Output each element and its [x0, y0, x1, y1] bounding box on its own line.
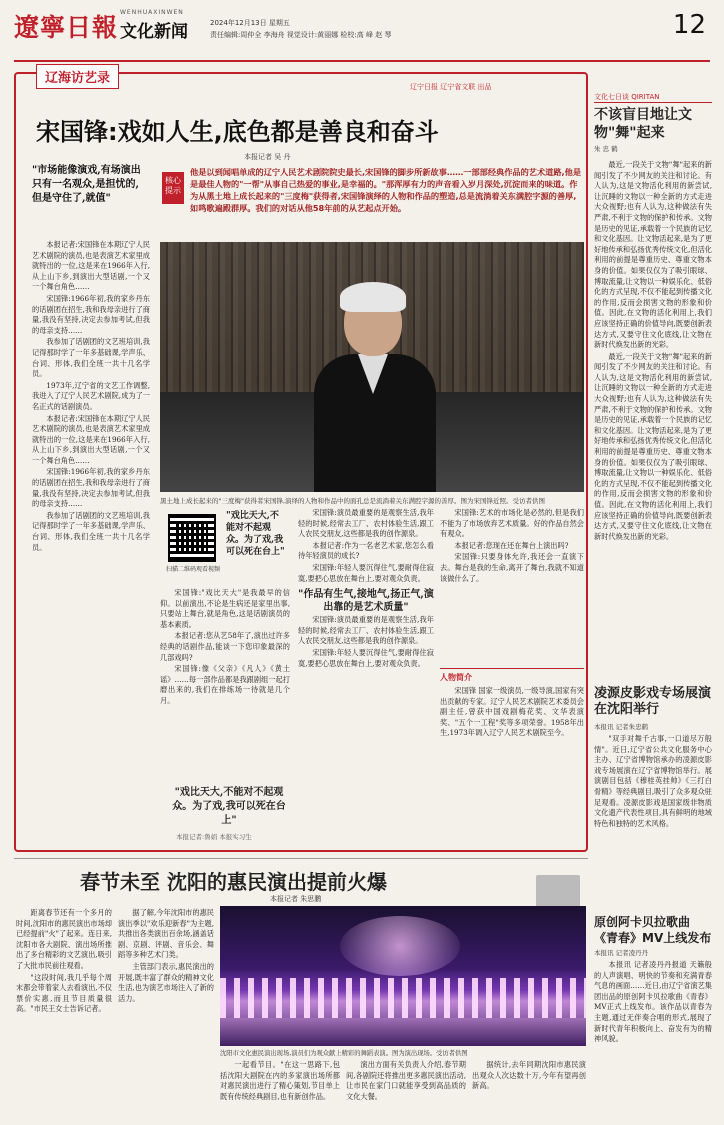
stage-light [340, 916, 460, 976]
bottom-headline: 春节未至 沈阳的惠民演出提前火爆 [80, 870, 387, 894]
paragraph: 最近,一段关于文物"舞"起来的新闻引发了不少网友的关注和讨论。有人认为,这是文物活化利用的新尝试,让沉睡的文物以一种全新的方式走进大众视野;也有人认为,这种做法有失严肃,不利于文物的保护和传承。文物是历史的见证,承载着一个民族的记忆和文化基因。让文物活起来,是为了更好地传承和弘扬优秀传统文化,但活化利用的前提是尊重历史、尊重文物本身的价值。如果仅仅为了吸引眼球、博取流量,让文物以一种娱乐化、低俗化的方式呈现,不仅不能起到传播文化的作用,反而会损害文物的形象和价值。因此,在文物的活化利用上,我们应该坚持正确的价值导向,既要创新表达方式,又要守住文化底线,让文物在新时代焕发出新的光彩。 [594, 160, 712, 350]
paragraph: 宋国锋:演员最重要的是观察生活,我年轻的时候,经常去工厂、农村体验生活,跟工人农民交朋友,这些都是我的创作源泉。 [298, 615, 434, 646]
right-column-rule [594, 102, 712, 103]
bottom-byline: 本报记者 朱思鹏 [270, 895, 322, 903]
paragraph: 主管部门表示,惠民演出的开展,既丰富了群众的精神文化生活,也为演艺市场注入了新的活力。 [118, 961, 214, 1003]
core-summary: 他是以到闻唱单成的辽宁人民艺术剧院院史最长,宋国锋的脚步所新故事……一部部经典作品的艺术道路,他是是最佳人物的"一帮"从事自己热爱的事业,是幸福的。"那浑厚有力的声音看入岁月深处,沉淀而来的味道。作为从黑土地上成长起来的"三度梅"获得者,宋国锋演绎的人物和作品的塑造,总是流淌着关东满腔字源的善厚,如鸣歌遍殿群厚。我们的对话从他58年前的从艺起点开始。 [190, 167, 582, 213]
feature-article [14, 72, 588, 852]
feature-column-1 [32, 240, 150, 844]
paragraph: 本报讯 记者凌丹丹报道 天籁般的人声演唱、明快的节奏和充满青春气息的画面……近日,由辽宁省演艺集团出品的原创阿卡贝拉歌曲《青春》MV正式上线发布。该作品以青春为主题,通过无伴奏合唱的形式,展现了新时代青年积极向上、奋发有为的精神风貌。 [594, 960, 712, 1044]
bio-text-wrap [440, 686, 584, 886]
bottom-column-2 [118, 908, 214, 1118]
bottom-column-1 [16, 908, 112, 1118]
paragraph: 宋国锋:"戏比天大"是我最早的信仰。以前演出,不论是生病还是家里出事,只要站上舞台,就是角色,这是话剧演员的基本素质。 [160, 588, 290, 629]
staff-line: 责任编辑:周仲全 李海舟 视觉设计:黄丽娜 检校:高 峰 赵 琴 [210, 31, 392, 39]
highlight-quote-author: 本报记者:鲁娟 本报实习生 [176, 833, 252, 841]
figure-hair [340, 282, 406, 312]
paragraph: "这段时间,我几乎每个周末都会带着家人去看演出,不仅票价实惠,而且节目质量很高。"市民王女士告诉记者。 [16, 972, 112, 1014]
paragraph: 宋国锋:只要身体允许,我还会一直演下去。舞台是我的生命,离开了舞台,我就不知道该做什么了。 [440, 552, 584, 583]
paragraph: 宋国锋:演员最重要的是观察生活,我年轻的时候,经常去工厂、农村体验生活,跟工人农民交朋友,这些都是我的创作源泉。 [298, 508, 434, 539]
right-author-3: 本报讯 记者凌丹丹 [594, 949, 649, 957]
paragraph: 宋国锋:像《父亲》《凡人》《黄土谣》……每一部作品都是我跟剧组一起打磨出来的,我们在排练场一待就是几个月。 [160, 664, 290, 705]
paragraph: 距离春节还有一个多月的时间,沈阳市的惠民演出市场却已经提前"火"了起来。连日来,沈阳市各大剧院、演出场所推出了多台精彩的文艺演出,吸引了大批市民前往观看。 [16, 908, 112, 970]
feature-headline: 宋国锋:戏如人生,底色都是善良和奋斗 [36, 118, 439, 146]
qr-caption: 扫描二维码观看视频 [166, 566, 221, 573]
stage-dancers [220, 978, 586, 1018]
right-headline-2: 凌源皮影戏专场展演在沈阳举行 [594, 686, 712, 717]
section-title: 文化新闻 [120, 22, 188, 42]
right-author-2: 本报讯 记者朱忠鹤 [594, 723, 649, 731]
paragraph: 宋国锋:1966年初,我的家乡丹东的话剧团在招生,我和我母亲进行了商量,我没有坚持,决定去参加考试,但我的母亲支持…… [32, 467, 150, 509]
right-headline-3: 原创阿卡贝拉歌曲《青春》MV上线发布 [594, 915, 712, 945]
right-body-3 [594, 960, 712, 1118]
paragraph: 据了解,今年沈阳市的惠民演出季以"欢乐迎新春"为主题,共推出各类演出百余场,涵盖话剧、京剧、评剧、音乐会、舞蹈等多种艺术门类。 [118, 908, 214, 960]
right-body-1 [594, 160, 712, 680]
paragraph: 宋国锋:年轻人要沉得住气,要耐得住寂寞,要把心思放在舞台上,要对观众负责。 [298, 647, 434, 668]
bio-title: 人物简介 [440, 673, 472, 682]
right-body-2 [594, 734, 712, 906]
qr-code[interactable] [168, 514, 216, 562]
paragraph: 最近,一段关于文物"舞"起来的新闻引发了不少网友的关注和讨论。有人认为,这是文物活化利用的新尝试,让沉睡的文物以一种全新的方式走进大众视野;也有人认为,这种做法有失严肃,不利于文物的保护和传承。文物是历史的见证,承载着一个民族的记忆和文化基因。让文物活起来,是为了更好地传承和弘扬优秀传统文化,但活化利用的前提是尊重历史、尊重文物本身的价值。如果仅仅为了吸引眼球、博取流量,让文物以一种娱乐化、低俗化的方式呈现,不仅不能起到传播文化的作用,反而会损害文物的形象和价值。因此,在文物的活化利用上,我们应该坚持正确的价值导向,既要创新表达方式,又要守住文化底线,让文物在新时代焕发出新的光彩。 [594, 351, 712, 541]
masthead [14, 6, 710, 60]
right-headline-1: 不该盲目地让文物"舞"起来 [594, 107, 692, 141]
paragraph: 本报记者:宋国锋在本期辽宁人民艺术剧院的演员,也是表演艺术家里成就特出的一位,这是来在1966年入行,从上山下乡,到演出大型话剧,一个又一个舞台角色…… [32, 240, 150, 292]
paragraph: 宋国锋:艺术的市场化是必然的,但是我们不能为了市场放弃艺术质量。好的作品自然会有观众。 [440, 508, 584, 539]
newspaper-logo: 遼寧日報 [14, 13, 119, 42]
photo-caption: 黑土地上成长起来的"三度梅"获得者宋国锋,演绎的人物和作品中的面孔总是流淌着关东满腔字源的善厚。图为宋国锋近照。受访者供图 [160, 497, 546, 505]
page-number: 12 [672, 10, 706, 40]
quote-side: "戏比天大,不能对不起观众。为了戏,我可以死在台上" [226, 511, 285, 557]
stage-photo [220, 906, 586, 1046]
bottom-rule [14, 858, 588, 859]
paragraph: 本报记者:宋国锋在本期辽宁人民艺术剧院的演员,也是表演艺术家里成就特出的一位,这是来在1966年入行,从上山下乡,到演出大型话剧,一个又一个舞台角色…… [32, 413, 150, 465]
stage-photo-caption: 沈阳市文化惠民演出现场,演员们为观众献上精彩的舞蹈表演。图为演出现场。受访者供图 [220, 1050, 468, 1057]
paragraph: 我参加了话剧团的文艺班培训,我记得那时学了一年多基础课,学声乐、台词、形体,我们全班一共十几名学员。 [32, 337, 150, 379]
paragraph: 本报记者:作为一名老艺术家,您怎么看待年轻演员的成长? [298, 540, 434, 561]
bottom-column-4 [346, 1060, 466, 1120]
bio-text: 宋国锋 国家一级演员,一级导演,国家有突出贡献的专家。辽宁人民艺术剧院艺术委员会副主任,曾获中国戏剧梅花奖、文华表演奖、"五个一工程"奖等多项荣誉。1958年出生,1973年调入辽宁人民艺术剧院至今。 [440, 686, 584, 738]
paragraph: 据统计,去年同期沈阳市惠民演出观众人次达数十万,今年有望再创新高。 [472, 1060, 586, 1091]
column-tag: 辽宁日报 辽宁省文联 出品 [410, 83, 492, 91]
core-badge: 核心提示 [162, 172, 184, 204]
portrait-figure [310, 282, 440, 492]
column-badge: 辽海访艺录 [36, 64, 119, 89]
paragraph: 宋国锋:年轻人要沉得住气,要耐得住寂寞,要把心思放在舞台上,要对观众负责。 [298, 562, 434, 583]
right-column-tag: 文化七日谈 QIRITAN [594, 93, 660, 101]
bio-box [440, 668, 584, 920]
paragraph: 本报记者:您现在还在舞台上演出吗? [454, 540, 569, 550]
paragraph: "双手对舞千古事,一口道尽万般情"。近日,辽宁省公共文化服务中心主办、辽宁省博物馆承办的凌源皮影戏专场展演在辽宁省博物馆举行。展演剧目包括《穆桂英挂帅》《三打白骨精》等经典剧目,吸引了众多观众驻足观看。凌源皮影戏是国家级非物质文化遗产代表性项目,具有鲜明的地域特色和独特的艺术风格。 [594, 734, 712, 828]
paragraph: 一起看节目。"在这一思路下,包括沈阳大剧院在内的多家演出场所都对惠民演出进行了精心策划,节目单上既有传统经典剧目,也有新创作品。 [220, 1060, 340, 1101]
feature-byline: 本报记者 吴 丹 [244, 153, 291, 161]
portrait-photo [160, 242, 584, 492]
bottom-column-5 [472, 1060, 586, 1120]
masthead-rule [14, 60, 710, 62]
paragraph: 1973年,辽宁省的文艺工作调整,我进入了辽宁人民艺术剧院,成为了一名正式的话剧演员。 [32, 380, 150, 411]
section-pinyin: WENHUAXINWEN [120, 9, 184, 16]
pull-quote: "市场能像演戏,有场演出只有一名观众,是担忧的,但是守住了,就值" [32, 165, 141, 204]
sub-heading: "作品有生气,接地气,扬正气,演出靠的是艺术质量" [298, 589, 434, 614]
date-line: 2024年12月13日 星期五 [210, 19, 290, 27]
paragraph: 我参加了话剧团的文艺班培训,我记得那时学了一年多基础课,学声乐、台词、形体,我们全班一共十几名学员。 [32, 510, 150, 552]
bottom-column-3 [220, 1060, 340, 1120]
feature-column-4 [440, 508, 584, 664]
paragraph: 本报记者:您从艺58年了,演出过许多经典的话剧作品,能谈一下您印象最深的几部戏吗? [160, 631, 290, 662]
feature-column-3 [298, 508, 434, 844]
paragraph: 演出方面有关负责人介绍,春节期间,各剧院还将推出更多惠民演出活动,让市民在家门口就能享受到高品质的文化大餐。 [346, 1060, 466, 1101]
highlight-quote: "戏比天大,不能对不起观众。为了戏,我可以死在台上" [172, 787, 286, 826]
right-author-1: 朱 忠 鹤 [594, 145, 618, 153]
feature-column-2 [160, 588, 290, 782]
paragraph: 宋国锋:1966年初,我的家乡丹东的话剧团在招生,我和我母亲进行了商量,我没有坚持,决定去参加考试,但我的母亲支持…… [32, 293, 150, 335]
